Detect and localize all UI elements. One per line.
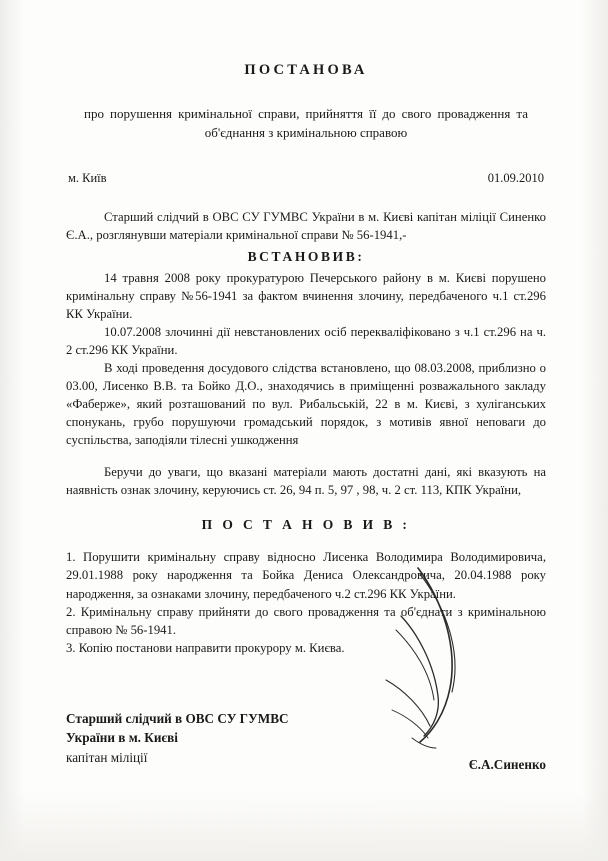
decided-heading: П О С Т А Н О В И В : (201, 517, 411, 533)
document-place: м. Київ (68, 170, 107, 185)
document-title: ПОСТАНОВА (244, 62, 368, 78)
signature-title-line-3: капітан міліції (66, 750, 148, 766)
signature-block (66, 709, 546, 772)
decided-item-1: 1. Порушити кримінальну справу відносно Лисенка Володимира Володимировича, 29.01.1988 року народження та Бойка Дениса Олександровича, 20.04.1988 року народження, за ознаками злочину, передбаченого ч.2 ст.296 КК України. (66, 550, 546, 601)
spacer-1 (66, 449, 546, 463)
established-heading: ВСТАНОВИВ: (247, 248, 365, 264)
paper-edge-right (582, 0, 608, 861)
paper-edge-bottom (0, 791, 608, 861)
decided-item-3: 3. Копію постанови направити прокурору м. Києва. (66, 640, 345, 655)
intro-paragraph: Старший слідчий в ОВС СУ ГУМВС України в м. Києві капітан міліції Синенко Є.А., розглянувши матеріали кримінальної справи № 56-1941,- (66, 209, 546, 242)
established-paragraph-3: В ході проведення досудового слідства встановлено, що 08.03.2008, приблизно о 03.00, Лисенко В.В. та Бойко Д.О., знаходячись в приміщенні розважального закладу «Фаберже», який розташований по вул. Рибальській, 22 в м. Києві, з хуліганських спонукань, грубо порушуючи громадський порядок, з мотивів явної неповаги до суспільства, заподіяли тілесні ушкодження (66, 361, 546, 448)
decided-items-list (66, 548, 546, 656)
document-date: 01.09.2010 (487, 170, 544, 185)
document-content (66, 208, 546, 772)
document-subtitle-line-2: об'єднання з кримінальною справою (204, 124, 408, 140)
established-paragraph-4: Беручи до уваги, що вказані матеріали мають достатні дані, які вказують на наявність ознак злочину, керуючись ст. 26, 94 п. 5, 97 , 98, ч. 2 ст. 113, КПК України, (66, 465, 546, 498)
established-paragraph-1: 14 травня 2008 року прокуратурою Печерського району в м. Києві порушено кримінальну справу №56-1941 за фактом вчинення злочину, передбаченого ч.1 ст.296 КК України. (66, 270, 546, 321)
paper-edge-left (0, 0, 24, 861)
established-paragraph-2: 10.07.2008 злочинні дії невстановлених осіб перекваліфіковано з ч.1 ст.296 на ч. 2 ст.296 КК України. (66, 325, 546, 358)
signature-title-line-1: Старший слідчий в ОВС СУ ГУМВС (66, 710, 289, 726)
signer-name: Є.А.Синенко (468, 756, 546, 772)
document-subtitle-line-1: про порушення кримінальної справи, прийняття її до свого провадження та (84, 106, 528, 121)
document-subtitle (66, 105, 546, 143)
document-meta-row (66, 171, 546, 186)
signature-title-line-2: України в м. Києві (66, 730, 178, 746)
document-body (66, 50, 546, 772)
decided-item-2: 2. Кримінальну справу прийняти до свого провадження та об'єднати з кримінальною справою № 56-1941. (66, 604, 546, 637)
